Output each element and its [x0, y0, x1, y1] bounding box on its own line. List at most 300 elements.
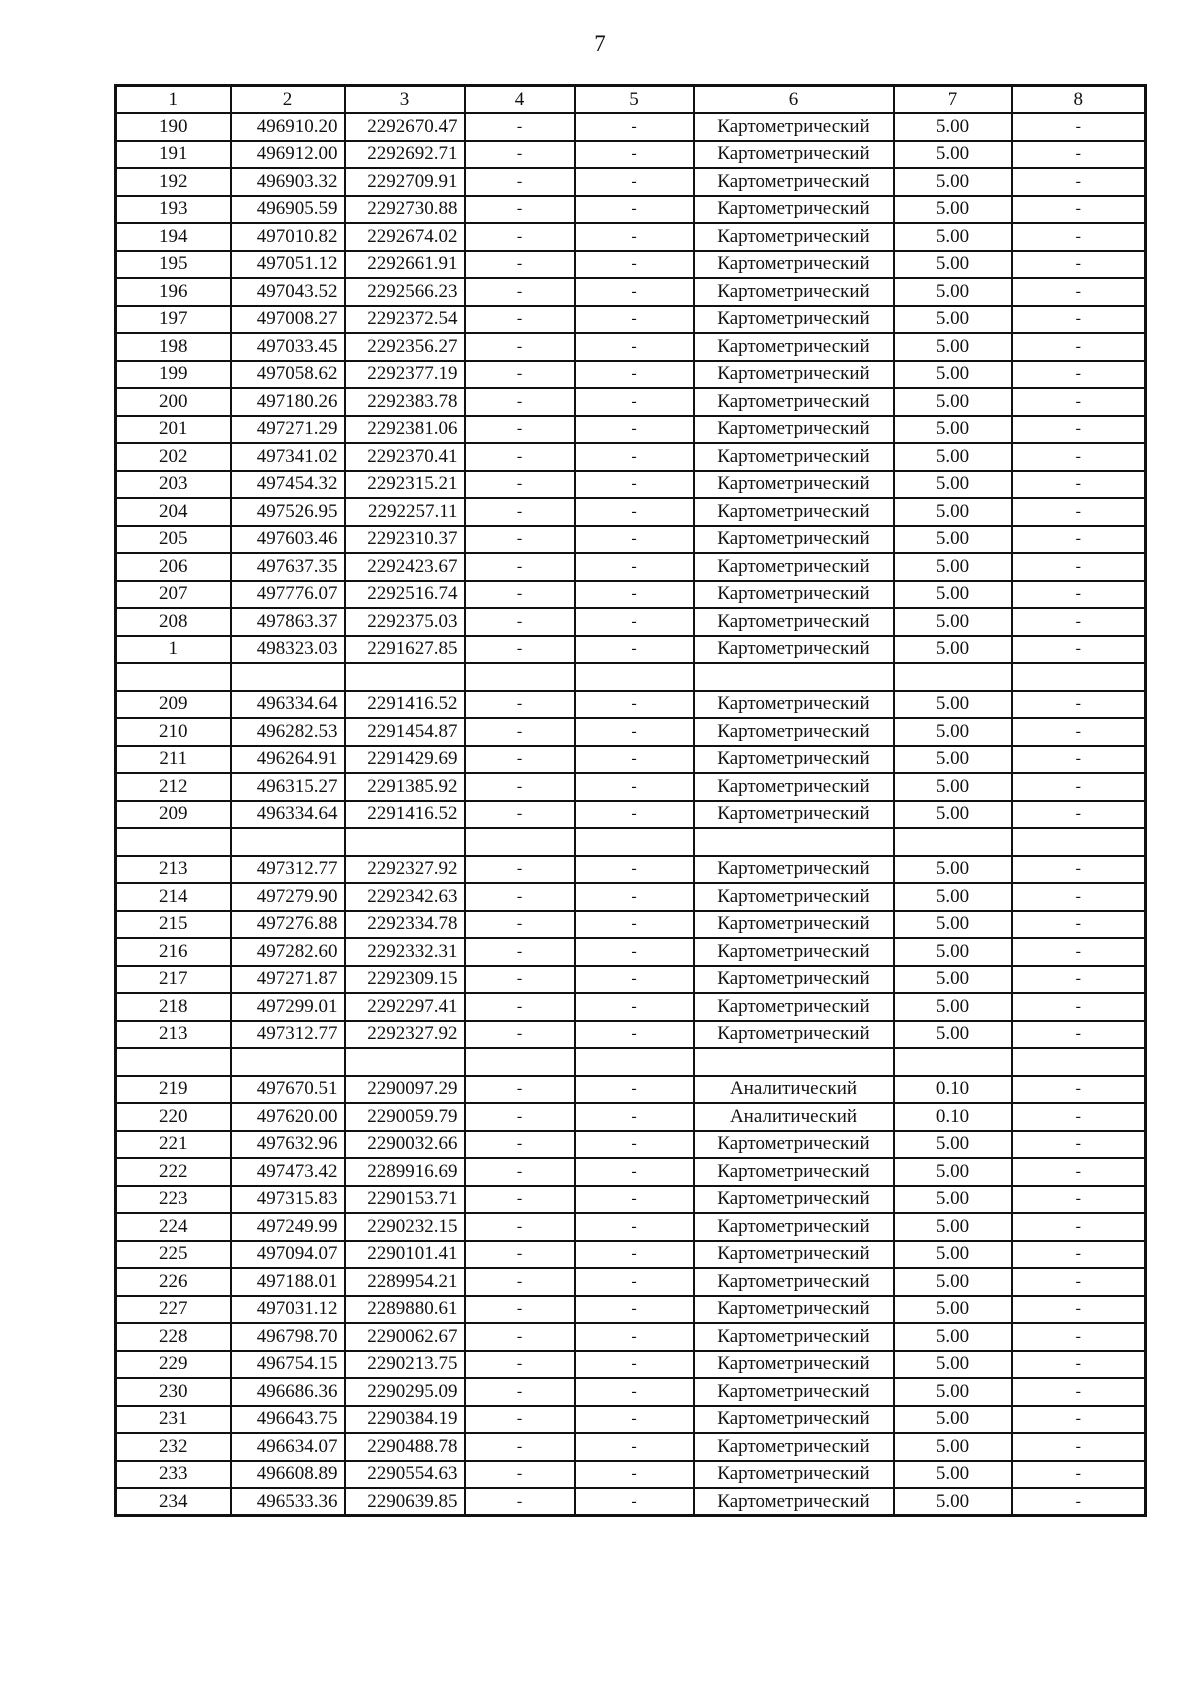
- table-row: [116, 691, 1146, 719]
- method-cell: [694, 663, 894, 691]
- column-5-cell: -: [575, 498, 694, 526]
- column-5-cell: -: [575, 1378, 694, 1406]
- y-coordinate-cell: 2289916.69: [345, 1158, 465, 1186]
- column-8-cell: -: [1012, 1213, 1146, 1241]
- x-coordinate-cell: 497188.01: [231, 1268, 345, 1296]
- column-4-cell: -: [465, 801, 575, 829]
- column-8-cell: -: [1012, 773, 1146, 801]
- coordinates-table: [114, 84, 1147, 1517]
- method-cell: Картометрический: [694, 1433, 894, 1461]
- column-4-cell: -: [465, 1186, 575, 1214]
- point-number-cell: 213: [116, 1021, 231, 1049]
- y-coordinate-cell: 2292566.23: [345, 278, 465, 306]
- point-number-cell: 219: [116, 1076, 231, 1104]
- column-5-cell: -: [575, 1488, 694, 1516]
- column-5-cell: -: [575, 581, 694, 609]
- x-coordinate-cell: 496282.53: [231, 718, 345, 746]
- column-4-cell: -: [465, 361, 575, 389]
- accuracy-cell: 5.00: [894, 196, 1012, 224]
- point-number-cell: 205: [116, 526, 231, 554]
- column-4-cell: -: [465, 196, 575, 224]
- column-8-cell: -: [1012, 1461, 1146, 1489]
- x-coordinate-cell: [231, 828, 345, 856]
- method-cell: Картометрический: [694, 581, 894, 609]
- x-coordinate-cell: 496334.64: [231, 801, 345, 829]
- column-8-cell: -: [1012, 416, 1146, 444]
- column-5-cell: -: [575, 636, 694, 664]
- column-8-cell: -: [1012, 223, 1146, 251]
- point-number-cell: 196: [116, 278, 231, 306]
- column-5-cell: -: [575, 1461, 694, 1489]
- column-5-cell: -: [575, 1296, 694, 1324]
- point-number-cell: 195: [116, 251, 231, 279]
- column-4-cell: -: [465, 416, 575, 444]
- point-number-cell: 234: [116, 1488, 231, 1516]
- column-4-cell: -: [465, 306, 575, 334]
- accuracy-cell: 5.00: [894, 1296, 1012, 1324]
- column-8-cell: -: [1012, 966, 1146, 994]
- x-coordinate-cell: [231, 663, 345, 691]
- x-coordinate-cell: 496634.07: [231, 1433, 345, 1461]
- point-number-cell: 212: [116, 773, 231, 801]
- point-number-cell: 213: [116, 856, 231, 884]
- column-5-cell: -: [575, 416, 694, 444]
- table-row: [116, 333, 1146, 361]
- point-number-cell: 204: [116, 498, 231, 526]
- accuracy-cell: 0.10: [894, 1103, 1012, 1131]
- accuracy-cell: 5.00: [894, 1433, 1012, 1461]
- method-cell: Картометрический: [694, 801, 894, 829]
- accuracy-cell: 5.00: [894, 581, 1012, 609]
- x-coordinate-cell: 497249.99: [231, 1213, 345, 1241]
- x-coordinate-cell: 497010.82: [231, 223, 345, 251]
- accuracy-cell: 5.00: [894, 636, 1012, 664]
- column-header-8: 8: [1012, 86, 1146, 114]
- separator-row: [116, 1048, 1146, 1076]
- method-cell: Картометрический: [694, 553, 894, 581]
- point-number-cell: 206: [116, 553, 231, 581]
- table-row: [116, 1488, 1146, 1516]
- column-header-4: 4: [465, 86, 575, 114]
- x-coordinate-cell: 496912.00: [231, 141, 345, 169]
- table-row: [116, 278, 1146, 306]
- column-8-cell: -: [1012, 471, 1146, 499]
- column-4-cell: -: [465, 443, 575, 471]
- x-coordinate-cell: 496686.36: [231, 1378, 345, 1406]
- column-5-cell: -: [575, 883, 694, 911]
- y-coordinate-cell: 2291416.52: [345, 691, 465, 719]
- accuracy-cell: 5.00: [894, 746, 1012, 774]
- accuracy-cell: 5.00: [894, 1323, 1012, 1351]
- column-4-cell: -: [465, 718, 575, 746]
- point-number-cell: 199: [116, 361, 231, 389]
- table-row: [116, 471, 1146, 499]
- accuracy-cell: 5.00: [894, 691, 1012, 719]
- y-coordinate-cell: 2292516.74: [345, 581, 465, 609]
- method-cell: Картометрический: [694, 388, 894, 416]
- x-coordinate-cell: 496264.91: [231, 746, 345, 774]
- y-coordinate-cell: 2291454.87: [345, 718, 465, 746]
- table-row: [116, 581, 1146, 609]
- point-number-cell: 220: [116, 1103, 231, 1131]
- point-number-cell: 228: [116, 1323, 231, 1351]
- column-4-cell: -: [465, 223, 575, 251]
- method-cell: Картометрический: [694, 361, 894, 389]
- accuracy-cell: 5.00: [894, 223, 1012, 251]
- table-row: [116, 1103, 1146, 1131]
- page-number: 7: [594, 31, 606, 56]
- table-row: [116, 1296, 1146, 1324]
- table-row: [116, 1186, 1146, 1214]
- x-coordinate-cell: 497180.26: [231, 388, 345, 416]
- x-coordinate-cell: 497315.83: [231, 1186, 345, 1214]
- x-coordinate-cell: 497033.45: [231, 333, 345, 361]
- column-4-cell: -: [465, 1433, 575, 1461]
- x-coordinate-cell: 497271.29: [231, 416, 345, 444]
- x-coordinate-cell: 497670.51: [231, 1076, 345, 1104]
- table-row: [116, 1461, 1146, 1489]
- y-coordinate-cell: 2292334.78: [345, 911, 465, 939]
- column-8-cell: -: [1012, 553, 1146, 581]
- column-8-cell: -: [1012, 1131, 1146, 1159]
- point-number-cell: 207: [116, 581, 231, 609]
- column-8-cell: [1012, 828, 1146, 856]
- accuracy-cell: 5.00: [894, 773, 1012, 801]
- column-5-cell: -: [575, 113, 694, 141]
- table-row: [116, 746, 1146, 774]
- accuracy-cell: 5.00: [894, 498, 1012, 526]
- y-coordinate-cell: 2292332.31: [345, 938, 465, 966]
- y-coordinate-cell: 2292327.92: [345, 1021, 465, 1049]
- table-row: [116, 993, 1146, 1021]
- method-cell: Картометрический: [694, 251, 894, 279]
- table-row: [116, 223, 1146, 251]
- method-cell: Картометрический: [694, 306, 894, 334]
- column-5-cell: -: [575, 223, 694, 251]
- point-number-cell: 197: [116, 306, 231, 334]
- column-5-cell: -: [575, 1241, 694, 1269]
- column-5-cell: -: [575, 1131, 694, 1159]
- x-coordinate-cell: 497312.77: [231, 856, 345, 884]
- accuracy-cell: 5.00: [894, 938, 1012, 966]
- header-row: [116, 86, 1146, 114]
- column-8-cell: -: [1012, 251, 1146, 279]
- y-coordinate-cell: 2292383.78: [345, 388, 465, 416]
- column-5-cell: -: [575, 1351, 694, 1379]
- column-4-cell: [465, 663, 575, 691]
- method-cell: Картометрический: [694, 1378, 894, 1406]
- accuracy-cell: 5.00: [894, 251, 1012, 279]
- column-5-cell: -: [575, 608, 694, 636]
- y-coordinate-cell: 2291385.92: [345, 773, 465, 801]
- table-row: [116, 1076, 1146, 1104]
- column-5-cell: -: [575, 1158, 694, 1186]
- column-4-cell: -: [465, 1488, 575, 1516]
- point-number-cell: 230: [116, 1378, 231, 1406]
- column-5-cell: -: [575, 251, 694, 279]
- y-coordinate-cell: 2290097.29: [345, 1076, 465, 1104]
- y-coordinate-cell: 2290232.15: [345, 1213, 465, 1241]
- column-5-cell: -: [575, 746, 694, 774]
- accuracy-cell: 5.00: [894, 1488, 1012, 1516]
- accuracy-cell: 5.00: [894, 608, 1012, 636]
- y-coordinate-cell: 2290384.19: [345, 1406, 465, 1434]
- x-coordinate-cell: 497271.87: [231, 966, 345, 994]
- accuracy-cell: 5.00: [894, 856, 1012, 884]
- accuracy-cell: 5.00: [894, 471, 1012, 499]
- column-4-cell: -: [465, 911, 575, 939]
- accuracy-cell: 5.00: [894, 1186, 1012, 1214]
- point-number-cell: 221: [116, 1131, 231, 1159]
- column-8-cell: -: [1012, 1406, 1146, 1434]
- accuracy-cell: 5.00: [894, 966, 1012, 994]
- method-cell: Картометрический: [694, 608, 894, 636]
- column-4-cell: [465, 1048, 575, 1076]
- point-number-cell: 231: [116, 1406, 231, 1434]
- column-5-cell: -: [575, 1076, 694, 1104]
- column-header-5: 5: [575, 86, 694, 114]
- x-coordinate-cell: 496905.59: [231, 196, 345, 224]
- y-coordinate-cell: 2292674.02: [345, 223, 465, 251]
- x-coordinate-cell: 497299.01: [231, 993, 345, 1021]
- column-4-cell: -: [465, 1323, 575, 1351]
- method-cell: Картометрический: [694, 993, 894, 1021]
- point-number-cell: 202: [116, 443, 231, 471]
- column-5-cell: -: [575, 1323, 694, 1351]
- x-coordinate-cell: 497637.35: [231, 553, 345, 581]
- y-coordinate-cell: [345, 828, 465, 856]
- column-8-cell: -: [1012, 361, 1146, 389]
- column-4-cell: -: [465, 883, 575, 911]
- method-cell: Картометрический: [694, 196, 894, 224]
- y-coordinate-cell: 2290101.41: [345, 1241, 465, 1269]
- point-number-cell: 194: [116, 223, 231, 251]
- x-coordinate-cell: 497603.46: [231, 526, 345, 554]
- column-4-cell: -: [465, 1103, 575, 1131]
- column-4-cell: -: [465, 608, 575, 636]
- accuracy-cell: 5.00: [894, 883, 1012, 911]
- table-row: [116, 1323, 1146, 1351]
- point-number-cell: 210: [116, 718, 231, 746]
- column-5-cell: -: [575, 443, 694, 471]
- method-cell: Картометрический: [694, 333, 894, 361]
- point-number-cell: [116, 663, 231, 691]
- accuracy-cell: 5.00: [894, 1131, 1012, 1159]
- y-coordinate-cell: 2292297.41: [345, 993, 465, 1021]
- x-coordinate-cell: 496903.32: [231, 168, 345, 196]
- separator-row: [116, 828, 1146, 856]
- y-coordinate-cell: 2292310.37: [345, 526, 465, 554]
- table-row: [116, 1378, 1146, 1406]
- column-4-cell: -: [465, 278, 575, 306]
- x-coordinate-cell: 497312.77: [231, 1021, 345, 1049]
- method-cell: Картометрический: [694, 1268, 894, 1296]
- column-4-cell: -: [465, 471, 575, 499]
- y-coordinate-cell: 2289954.21: [345, 1268, 465, 1296]
- y-coordinate-cell: 2290062.67: [345, 1323, 465, 1351]
- accuracy-cell: 5.00: [894, 1268, 1012, 1296]
- column-8-cell: -: [1012, 196, 1146, 224]
- x-coordinate-cell: 498323.03: [231, 636, 345, 664]
- column-4-cell: -: [465, 141, 575, 169]
- column-5-cell: -: [575, 278, 694, 306]
- column-4-cell: -: [465, 1351, 575, 1379]
- table-body: [116, 113, 1146, 1516]
- y-coordinate-cell: 2291627.85: [345, 636, 465, 664]
- point-number-cell: 224: [116, 1213, 231, 1241]
- x-coordinate-cell: 496533.36: [231, 1488, 345, 1516]
- x-coordinate-cell: 496754.15: [231, 1351, 345, 1379]
- x-coordinate-cell: 496334.64: [231, 691, 345, 719]
- x-coordinate-cell: 497526.95: [231, 498, 345, 526]
- table-row: [116, 141, 1146, 169]
- column-5-cell: -: [575, 966, 694, 994]
- column-8-cell: -: [1012, 1021, 1146, 1049]
- column-5-cell: -: [575, 856, 694, 884]
- x-coordinate-cell: 496910.20: [231, 113, 345, 141]
- x-coordinate-cell: 497051.12: [231, 251, 345, 279]
- point-number-cell: 227: [116, 1296, 231, 1324]
- column-8-cell: -: [1012, 636, 1146, 664]
- table-row: [116, 498, 1146, 526]
- accuracy-cell: 5.00: [894, 333, 1012, 361]
- y-coordinate-cell: 2290639.85: [345, 1488, 465, 1516]
- x-coordinate-cell: 497058.62: [231, 361, 345, 389]
- y-coordinate-cell: 2292309.15: [345, 966, 465, 994]
- column-8-cell: -: [1012, 443, 1146, 471]
- method-cell: Картометрический: [694, 223, 894, 251]
- column-5-cell: -: [575, 1406, 694, 1434]
- column-8-cell: -: [1012, 113, 1146, 141]
- column-4-cell: -: [465, 1131, 575, 1159]
- x-coordinate-cell: 497031.12: [231, 1296, 345, 1324]
- point-number-cell: 222: [116, 1158, 231, 1186]
- column-4-cell: -: [465, 1158, 575, 1186]
- table-row: [116, 361, 1146, 389]
- y-coordinate-cell: 2292257.11: [345, 498, 465, 526]
- column-4-cell: -: [465, 691, 575, 719]
- x-coordinate-cell: 496315.27: [231, 773, 345, 801]
- accuracy-cell: 5.00: [894, 553, 1012, 581]
- y-coordinate-cell: 2292692.71: [345, 141, 465, 169]
- column-5-cell: -: [575, 993, 694, 1021]
- column-4-cell: -: [465, 1406, 575, 1434]
- x-coordinate-cell: 497341.02: [231, 443, 345, 471]
- accuracy-cell: 5.00: [894, 113, 1012, 141]
- column-header-7: 7: [894, 86, 1012, 114]
- method-cell: Картометрический: [694, 718, 894, 746]
- point-number-cell: 216: [116, 938, 231, 966]
- accuracy-cell: 5.00: [894, 141, 1012, 169]
- y-coordinate-cell: 2292730.88: [345, 196, 465, 224]
- table-row: [116, 553, 1146, 581]
- column-5-cell: -: [575, 333, 694, 361]
- column-8-cell: -: [1012, 141, 1146, 169]
- column-4-cell: -: [465, 856, 575, 884]
- column-5-cell: -: [575, 361, 694, 389]
- method-cell: Картометрический: [694, 911, 894, 939]
- accuracy-cell: 5.00: [894, 801, 1012, 829]
- accuracy-cell: [894, 1048, 1012, 1076]
- method-cell: Картометрический: [694, 1296, 894, 1324]
- method-cell: Картометрический: [694, 1461, 894, 1489]
- point-number-cell: 223: [116, 1186, 231, 1214]
- separator-row: [116, 663, 1146, 691]
- y-coordinate-cell: 2290032.66: [345, 1131, 465, 1159]
- x-coordinate-cell: 497473.42: [231, 1158, 345, 1186]
- column-4-cell: -: [465, 1241, 575, 1269]
- method-cell: Картометрический: [694, 1241, 894, 1269]
- column-5-cell: -: [575, 1433, 694, 1461]
- table-row: [116, 1158, 1146, 1186]
- column-5-cell: -: [575, 553, 694, 581]
- accuracy-cell: 5.00: [894, 526, 1012, 554]
- y-coordinate-cell: 2292356.27: [345, 333, 465, 361]
- method-cell: Картометрический: [694, 1213, 894, 1241]
- column-5-cell: -: [575, 1186, 694, 1214]
- method-cell: Картометрический: [694, 1351, 894, 1379]
- column-8-cell: -: [1012, 938, 1146, 966]
- column-8-cell: -: [1012, 1241, 1146, 1269]
- column-5-cell: -: [575, 801, 694, 829]
- accuracy-cell: 5.00: [894, 1241, 1012, 1269]
- method-cell: Картометрический: [694, 856, 894, 884]
- column-4-cell: -: [465, 636, 575, 664]
- method-cell: Картометрический: [694, 773, 894, 801]
- column-8-cell: -: [1012, 1378, 1146, 1406]
- column-4-cell: [465, 828, 575, 856]
- method-cell: Аналитический: [694, 1076, 894, 1104]
- y-coordinate-cell: 2292423.67: [345, 553, 465, 581]
- method-cell: Картометрический: [694, 1186, 894, 1214]
- column-8-cell: [1012, 663, 1146, 691]
- point-number-cell: 198: [116, 333, 231, 361]
- table-row: [116, 388, 1146, 416]
- accuracy-cell: 5.00: [894, 443, 1012, 471]
- column-8-cell: -: [1012, 856, 1146, 884]
- y-coordinate-cell: 2292370.41: [345, 443, 465, 471]
- column-4-cell: -: [465, 113, 575, 141]
- x-coordinate-cell: 496608.89: [231, 1461, 345, 1489]
- method-cell: Картометрический: [694, 966, 894, 994]
- method-cell: Картометрический: [694, 113, 894, 141]
- x-coordinate-cell: 497776.07: [231, 581, 345, 609]
- method-cell: Картометрический: [694, 1021, 894, 1049]
- column-5-cell: -: [575, 306, 694, 334]
- table-row: [116, 1406, 1146, 1434]
- accuracy-cell: 5.00: [894, 361, 1012, 389]
- accuracy-cell: 5.00: [894, 168, 1012, 196]
- table-row: [116, 938, 1146, 966]
- column-4-cell: -: [465, 498, 575, 526]
- column-5-cell: -: [575, 388, 694, 416]
- y-coordinate-cell: [345, 1048, 465, 1076]
- table-row: [116, 1021, 1146, 1049]
- point-number-cell: 201: [116, 416, 231, 444]
- table-row: [116, 251, 1146, 279]
- method-cell: Картометрический: [694, 526, 894, 554]
- column-4-cell: -: [465, 938, 575, 966]
- column-4-cell: -: [465, 746, 575, 774]
- column-4-cell: -: [465, 773, 575, 801]
- point-number-cell: 225: [116, 1241, 231, 1269]
- y-coordinate-cell: 2292375.03: [345, 608, 465, 636]
- point-number-cell: 209: [116, 691, 231, 719]
- column-5-cell: -: [575, 773, 694, 801]
- table-row: [116, 608, 1146, 636]
- accuracy-cell: 5.00: [894, 718, 1012, 746]
- y-coordinate-cell: 2292381.06: [345, 416, 465, 444]
